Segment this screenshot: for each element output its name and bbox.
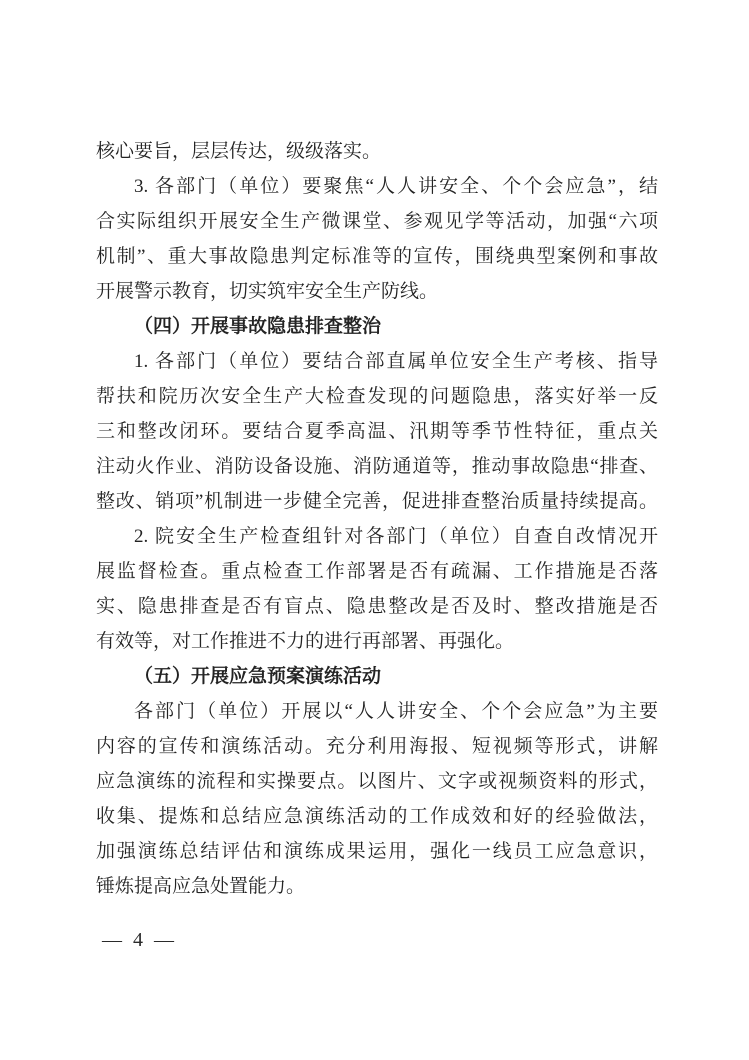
page-number: — 4 — [102,929,177,951]
text-line: 实、隐患排查是否有盲点、隐患整改是否及时、整改措施是否 [96,596,658,617]
text-line: 帮扶和院历次安全生产大检查发现的问题隐患，落实好举一反 [96,386,658,407]
text-line: 有效等，对工作推进不力的进行再部署、再强化。 [96,631,515,652]
text-line: 1. 各部门（单位）要结合部直属单位安全生产考核、指导 [134,351,658,372]
text-line: 内容的宣传和演练活动。充分利用海报、短视频等形式，讲解 [96,736,658,757]
document-body [96,134,658,904]
text-line: 3. 各部门（单位）要聚焦“人人讲安全、个个会应急”，结 [134,176,658,197]
text-line: 注动火作业、消防设备设施、消防通道等，推动事故隐患“排查、 [96,456,658,477]
text-line: 整改、销项”机制进一步健全完善，促进排查整治质量持续提高。 [96,491,658,512]
text-line: 机制”、重大事故隐患判定标准等的宣传，围绕典型案例和事故 [96,246,658,267]
section-heading-4: （四）开展事故隐患排查整治 [134,316,382,337]
text-line: 展监督检查。重点检查工作部署是否有疏漏、工作措施是否落 [96,561,658,582]
text-line: 各部门（单位）开展以“人人讲安全、个个会应急”为主要 [134,701,658,722]
text-line: 锤炼提高应急处置能力。 [96,876,306,897]
text-line: 合实际组织开展安全生产微课堂、参观见学等活动，加强“六项 [96,211,658,232]
text-line: 开展警示教育，切实筑牢安全生产防线。 [96,281,439,302]
text-line: 收集、提炼和总结应急演练活动的工作成效和好的经验做法， [96,806,658,827]
text-line: 核心要旨，层层传达，级级落实。 [96,141,382,162]
text-line: 加强演练总结评估和演练成果运用，强化一线员工应急意识， [96,841,658,862]
section-heading-5: （五）开展应急预案演练活动 [134,666,382,687]
text-line: 应急演练的流程和实操要点。以图片、文字或视频资料的形式， [96,771,658,792]
text-line: 2. 院安全生产检查组针对各部门（单位）自查自改情况开 [134,526,658,547]
text-line: 三和整改闭环。要结合夏季高温、汛期等季节性特征，重点关 [96,421,658,442]
